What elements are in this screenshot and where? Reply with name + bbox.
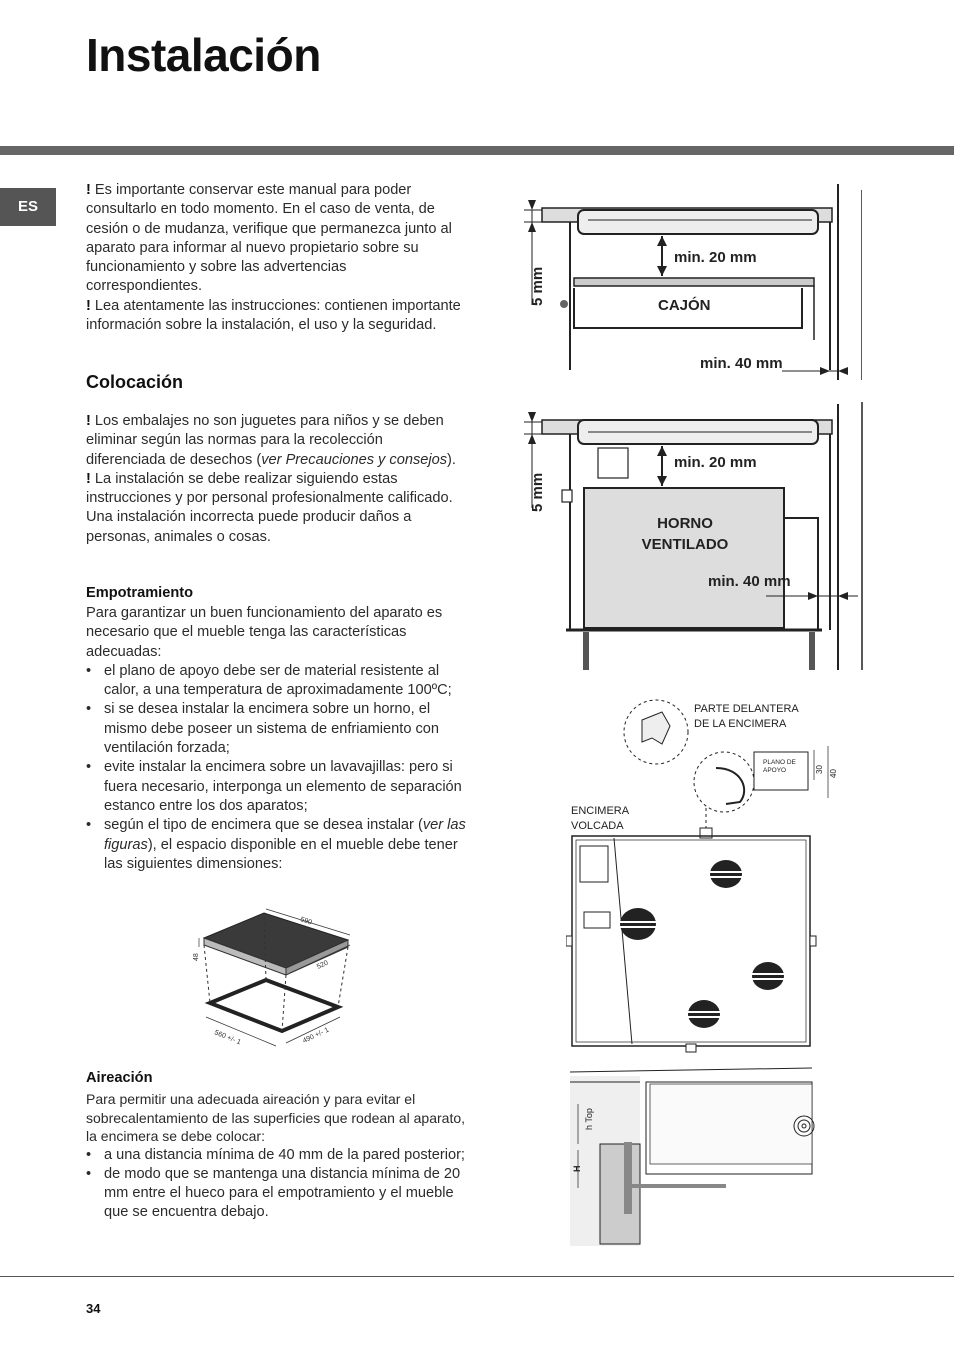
oven-min40-label: min. 40 mm <box>708 573 791 590</box>
colocacion-heading: Colocación <box>86 372 184 392</box>
list-item: • a una distancia mínima de 40 mm de la pared posterior; <box>86 1146 466 1165</box>
page-number: 34 <box>86 1301 101 1316</box>
aireacion-section <box>86 1090 466 1223</box>
htop-label: h Top <box>584 1108 594 1130</box>
aireacion-intro: Para permitir una adecuada aireación y para evitar el sobrecalentamiento de las superficies que rodean al aparato, la encimera se debe colocar: <box>86 1091 466 1144</box>
colocacion-text-1b: ). <box>447 451 456 468</box>
bullet-ref: ver las figuras <box>104 817 466 853</box>
plano-label-line2: APOYO <box>763 767 787 774</box>
colocacion-paragraph-2 <box>86 470 466 547</box>
intro-paragraph-2 <box>86 297 466 336</box>
dim-490: 490 +/- 1 <box>301 1026 331 1045</box>
drawer-5mm-label: 5 mm <box>529 266 546 306</box>
bullet-text-b: ), el espacio disponible en el mueble debe tener las siguientes dimensiones: <box>104 836 458 872</box>
hob-bracket-figure <box>566 698 842 1246</box>
empotramiento-heading: Empotramiento <box>86 585 194 601</box>
dim-48: 48 <box>193 953 200 961</box>
colocacion-paragraph-1 <box>86 412 466 470</box>
cutout-dimensions-drawing <box>190 905 370 1055</box>
encimera-label-line1: ENCIMERA <box>571 805 630 817</box>
h-label: H <box>572 1165 582 1172</box>
oven-label-line1: HORNO <box>657 515 713 532</box>
oven-min20-label: min. 20 mm <box>674 454 757 471</box>
list-item: • el plano de apoyo debe ser de material resistente al calor, a una temperatura de aproximadamente 100ºC; <box>86 662 466 701</box>
language-tab: ES <box>0 188 56 226</box>
colocacion-text-1a: Los embalajes no son juguetes para niños y se deben eliminar según las normas para la recolección diferenciada de desechos ( <box>86 413 444 468</box>
plano-label-line1: PLANO DE <box>763 759 796 766</box>
empotramiento-intro: Para garantizar un buen funcionamiento del aparato es necesario que el mueble tenga las características adecuadas: <box>86 605 443 660</box>
oven-5mm-label: 5 mm <box>529 472 546 512</box>
front-label-line1: PARTE DELANTERA <box>694 703 799 715</box>
warning-mark: ! <box>86 470 95 487</box>
intro-text-2: Lea atentamente las instrucciones: contienen importante información sobre la instalación, el uso y la seguridad. <box>86 297 461 334</box>
dim-30: 30 <box>815 765 824 774</box>
dim-40: 40 <box>829 769 838 778</box>
list-item <box>86 816 466 874</box>
colocacion-ref-link: ver Precauciones y consejos <box>261 451 448 468</box>
footer-rule <box>0 1276 954 1277</box>
dim-560: 560 +/- 1 <box>213 1029 242 1047</box>
list-item: • si se desea instalar la encimera sobre un horno, el mismo debe poseer un sistema de enfriamiento con ventilación forzada; <box>86 700 466 758</box>
drawer-min40-label: min. 40 mm <box>700 355 783 372</box>
aireacion-list <box>86 1146 466 1223</box>
intro-section <box>86 181 466 335</box>
colocacion-section <box>86 412 466 547</box>
intro-paragraph-1 <box>86 181 466 297</box>
warning-mark: ! <box>86 297 95 314</box>
drawer-clearance-figure <box>522 180 862 390</box>
oven-label-line2: VENTILADO <box>641 536 729 553</box>
oven-clearance-figure <box>522 398 864 673</box>
encimera-label-line2: VOLCADA <box>571 820 624 832</box>
drawer-label: CAJÓN <box>658 297 711 314</box>
header-bar <box>0 146 954 155</box>
dim-520: 520 <box>315 959 330 971</box>
warning-mark: ! <box>86 413 95 429</box>
drawer-min20-label: min. 20 mm <box>674 249 757 266</box>
warning-mark: ! <box>86 182 95 198</box>
page-title: Instalación <box>86 29 321 81</box>
front-label-line2: DE LA ENCIMERA <box>694 718 787 730</box>
colocacion-text-2: La instalación se debe realizar siguiendo estas instrucciones y por personal profesionalmente calificado. Una instalación incorrecta puede producir daños a personas, animales o cosas. <box>86 470 453 545</box>
empotramiento-list <box>86 662 466 874</box>
empotramiento-section <box>86 604 466 874</box>
list-item: • evite instalar la encimera sobre un lavavajillas: pero si fuera necesario, interponga un elemento de separación estanco entre los dos aparatos; <box>86 758 466 816</box>
dim-590: 590 <box>299 916 313 927</box>
intro-text-1: Es importante conservar este manual para poder consultarlo en todo momento. En el caso de venta, de cesión o de mudanza, verifique que permanezca junto al aparato para informar al nuevo propietario sobre su funcionamiento y sobre las advertencias correspondientes. <box>86 182 452 295</box>
list-item: • de modo que se mantenga una distancia mínima de 20 mm entre el hueco para el empotramiento y el mueble que se encuentra debajo. <box>86 1165 466 1223</box>
bullet-text-a: según el tipo de encimera que se desea instalar ( <box>104 817 423 834</box>
aireacion-heading: Aireación <box>86 1070 153 1086</box>
